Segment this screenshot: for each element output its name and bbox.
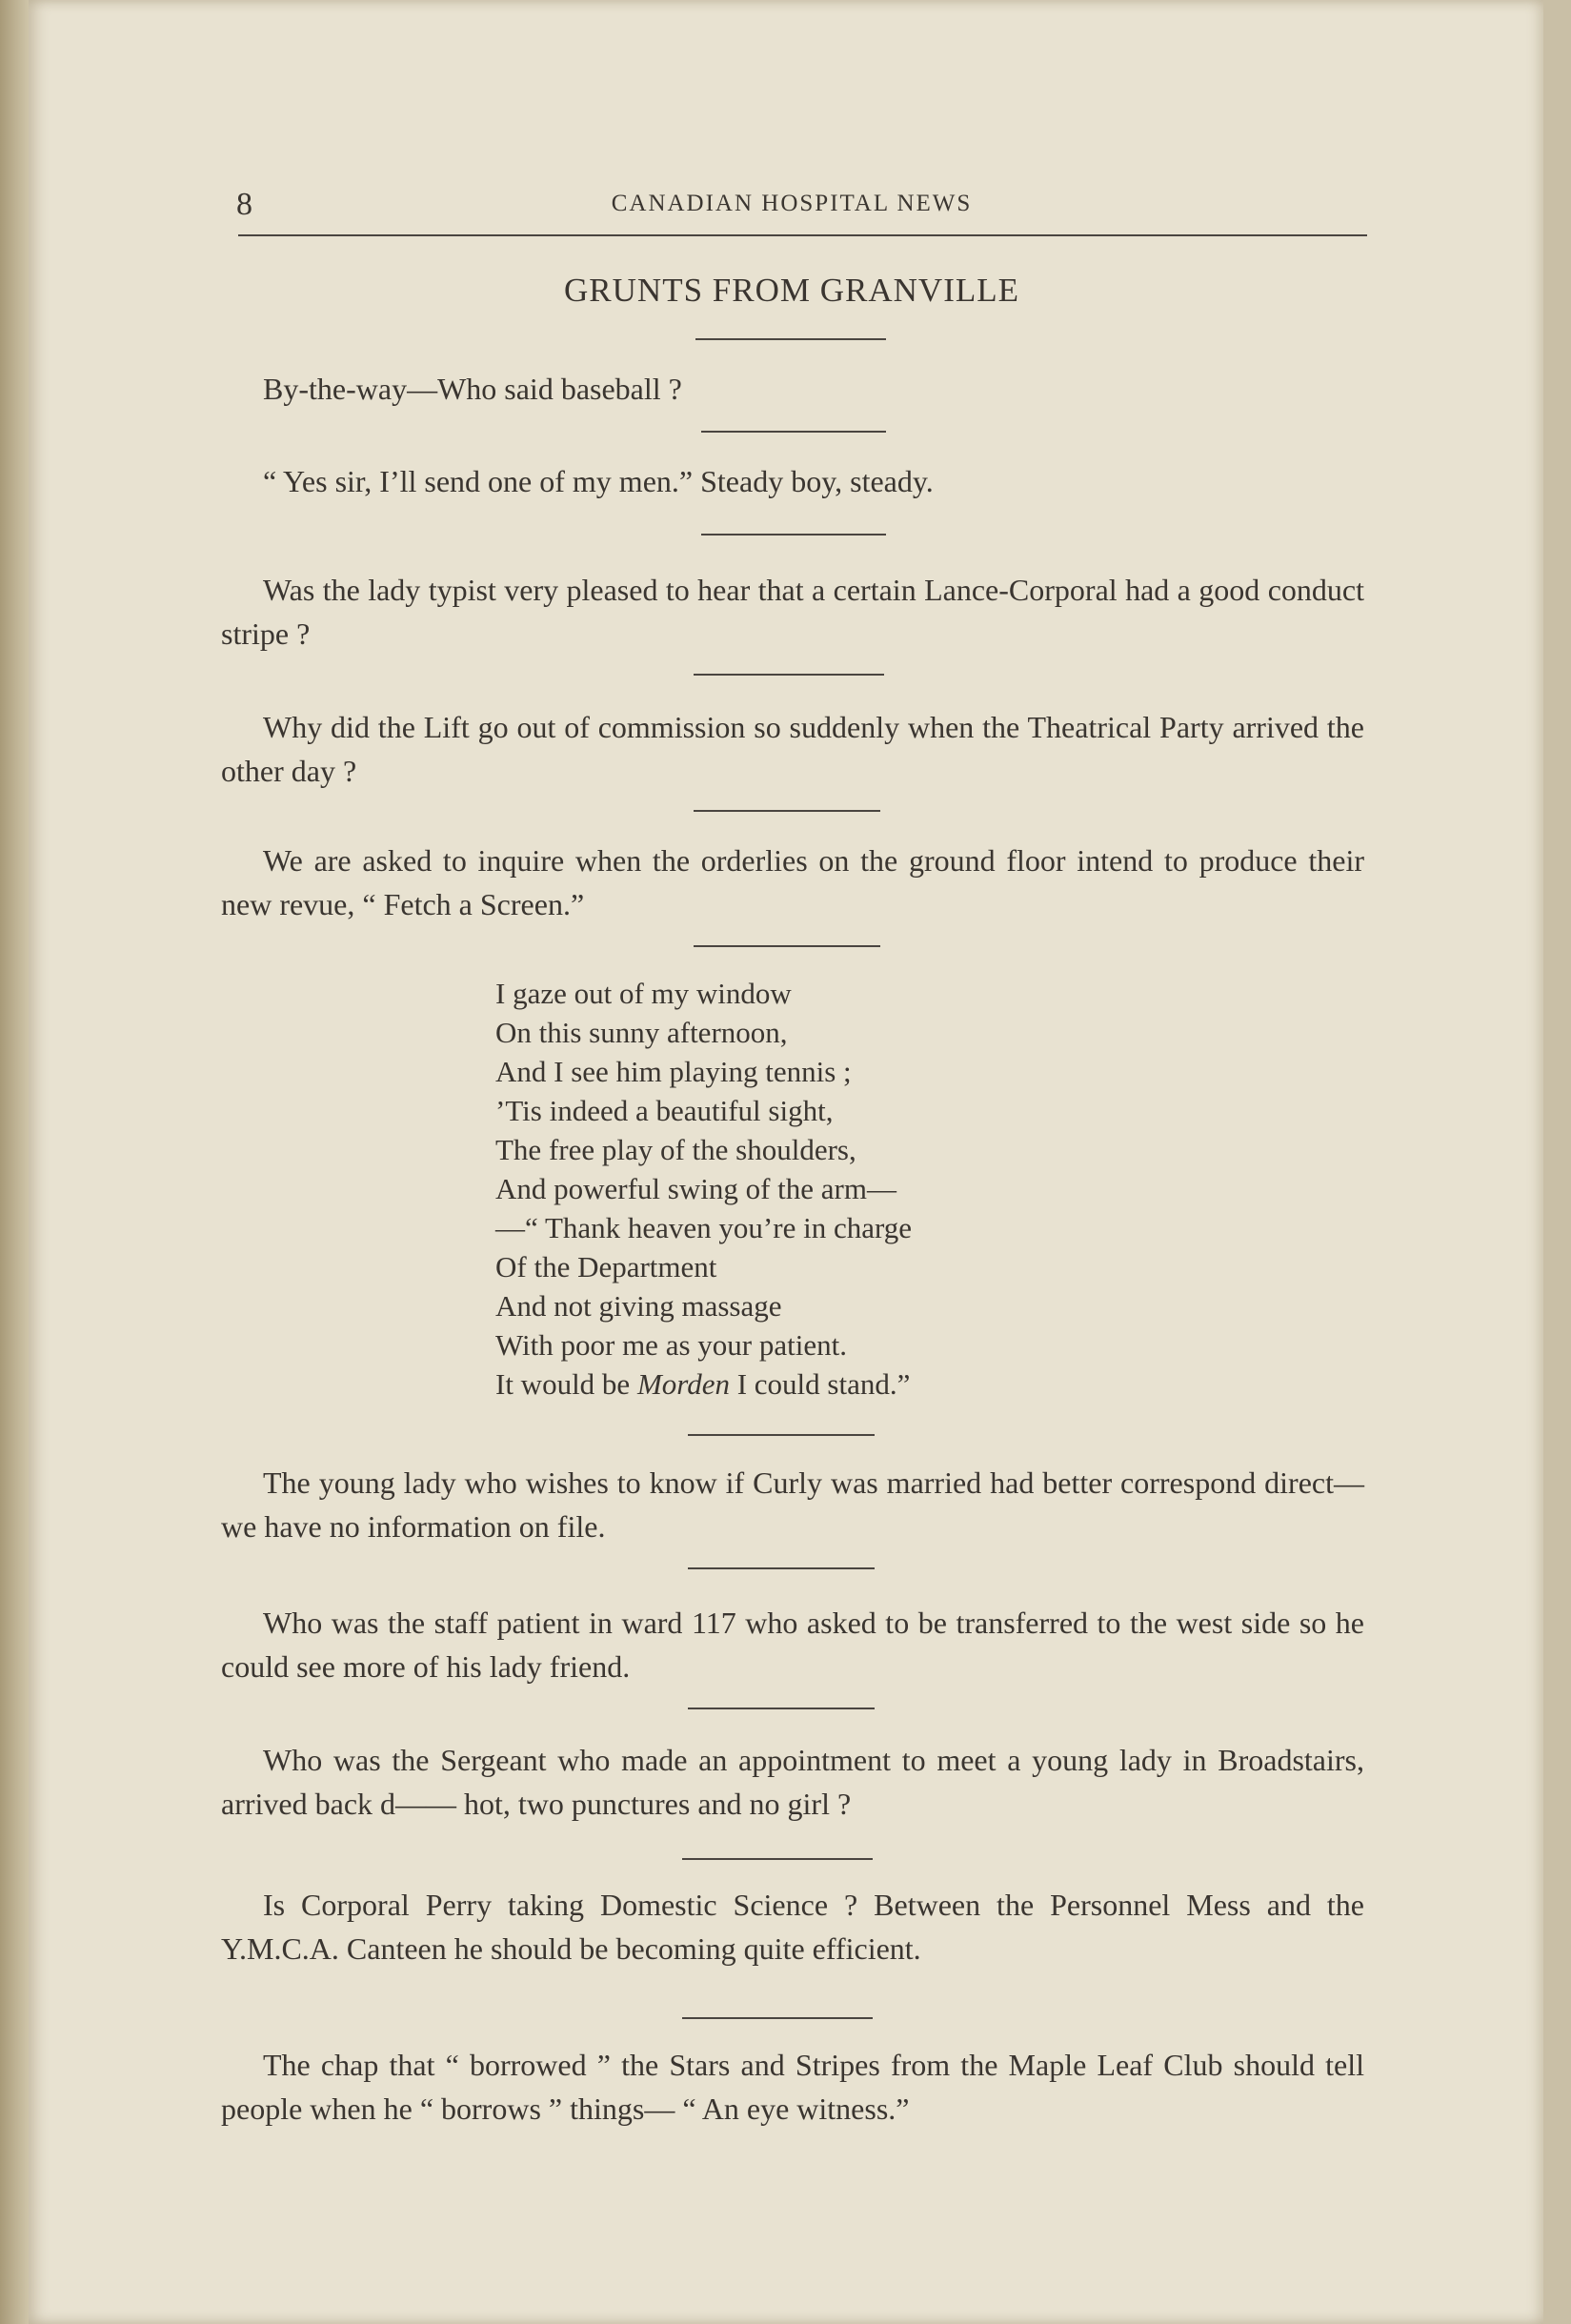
poem-line: —“ Thank heaven you’re in charge	[495, 1211, 912, 1244]
separator-rule	[695, 338, 886, 340]
separator-rule	[694, 810, 880, 812]
separator-rule	[694, 945, 880, 947]
separator-rule	[688, 1567, 875, 1569]
italic-name: Morden	[636, 1367, 730, 1401]
poem-line: And not giving massage	[495, 1289, 782, 1323]
paragraph: The young lady who wishes to know if Curly was married had better correspond direct—we have no information on file.	[221, 1465, 1364, 1544]
separator-rule	[688, 1708, 875, 1709]
article-title: GRUNTS FROM GRANVILLE	[564, 272, 1019, 309]
poem-line: And I see him playing tennis ;	[495, 1055, 852, 1088]
paragraph: Who was the Sergeant who made an appointment to meet a young lady in Broadstairs, arrived back d—— hot, two punctures and no girl ?	[221, 1743, 1364, 1821]
poem-line: The free play of the shoulders,	[495, 1133, 856, 1166]
paragraph: Who was the staff patient in ward 117 who asked to be transferred to the west side so he could see more of his lady friend.	[221, 1606, 1364, 1684]
page-header	[206, 187, 1378, 225]
paragraph: The chap that “ borrowed ” the Stars and Stripes from the Maple Leaf Club should tell people when he “ borrows ” things— “ An eye witness.”	[221, 2048, 1364, 2126]
separator-rule	[701, 431, 886, 433]
paragraph: Was the lady typist very pleased to hear that a certain Lance-Corporal had a good conduct stripe ?	[221, 573, 1364, 651]
running-title: CANADIAN HOSPITAL NEWS	[611, 191, 973, 216]
poem	[495, 974, 912, 1404]
paragraph: Is Corporal Perry taking Domestic Science ? Between the Personnel Mess and the Y.M.C.A. Canteen he should be becoming quite efficient.	[221, 1888, 1364, 1966]
paragraph: “ Yes sir, I’ll send one of my men.” Steady boy, steady.	[263, 464, 934, 498]
separator-rule	[701, 534, 886, 536]
separator-rule	[688, 1434, 875, 1436]
separator-rule	[682, 1858, 873, 1860]
poem-line: On this sunny afternoon,	[495, 1016, 788, 1049]
page-spine	[0, 0, 29, 2324]
paragraph: By-the-way—Who said baseball ?	[263, 372, 682, 406]
separator-rule	[682, 2017, 873, 2019]
poem-line: I gaze out of my window	[495, 977, 792, 1010]
page-number: 8	[236, 187, 252, 222]
separator-rule	[694, 674, 884, 676]
poem-line: It would be Morden I could stand.”	[495, 1367, 911, 1401]
header-rule	[238, 234, 1367, 236]
poem-line: And powerful swing of the arm—	[495, 1172, 896, 1205]
paragraph: Why did the Lift go out of commission so suddenly when the Theatrical Party arrived the other day ?	[221, 710, 1364, 788]
poem-line: Of the Department	[495, 1250, 717, 1283]
paragraph: We are asked to inquire when the orderlies on the ground floor intend to produce their new revue, “ Fetch a Screen.”	[221, 843, 1364, 921]
poem-line: With poor me as your patient.	[495, 1328, 847, 1362]
poem-line: ’Tis indeed a beautiful sight,	[495, 1094, 834, 1127]
